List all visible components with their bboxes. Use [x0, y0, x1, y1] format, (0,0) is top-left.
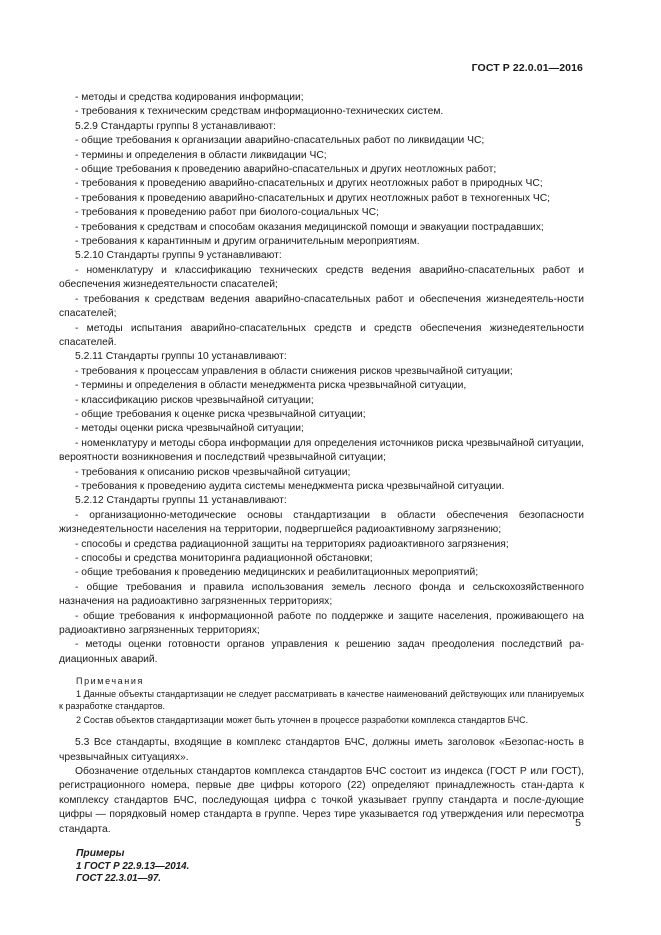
- paragraph: - требования к техническим средствам информационно-технических систем.: [75, 106, 444, 118]
- paragraph: Обозначение отдельных стандартов комплекса стандартов БЧС состоит из индекса (ГОСТ Р или ГОСТ), регистрационного номера, первые две цифры которого (22) определяют принадлежность стан-дарта к комплексу стандартов БЧС, последующая цифра с точкой указывает группу стандарта и после-дующие цифры — порядковый номер стандарта в группе. Через тире указывается год утверждения или пересмотра стандарта.: [59, 766, 584, 835]
- paragraph: - классификацию рисков чрезвычайной ситуации;: [75, 394, 314, 406]
- paragraph: - номенклатуру и классификацию технических средств ведения аварийно-спасательных работ и обеспечения жизнедеятельности спасателей;: [59, 264, 584, 291]
- paragraph: - методы оценки риска чрезвычайной ситуации;: [75, 423, 304, 435]
- paragraph: - номенклатуру и методы сбора информации для определения источников риска чрезвычайной ситуации, вероятности возникновения и последствий чрезвычайной ситуации;: [59, 437, 584, 464]
- paragraph: - требования к описанию рисков чрезвычайной ситуации;: [75, 466, 351, 478]
- paragraph: - общие требования к информационной работе по поддержке и защите населения, проживающего на радиоактивно загрязненных территориях;: [59, 610, 584, 637]
- paragraph: 5.3 Все стандарты, входящие в комплекс стандартов БЧС, должны иметь заголовок «Безопас-ность в чрезвычайных ситуациях».: [59, 737, 584, 763]
- paragraph: - общие требования к проведению медицинских и реабилитационных мероприятий;: [75, 567, 479, 579]
- section-heading: 5.2.10 Стандарты группы 9 устанавливают:: [75, 250, 282, 262]
- notes-title: Примечания: [76, 676, 144, 687]
- paragraph: - требования к проведению аварийно-спасательных и других неотложных работ в техногенных ЧС;: [75, 192, 551, 204]
- examples-title: Примеры: [76, 848, 125, 860]
- section-heading: 5.2.9 Стандарты группы 8 устанавливают:: [75, 120, 277, 132]
- paragraph: - термины и определения в области ликвидации ЧС;: [75, 149, 327, 161]
- example-item: ГОСТ 22.3.01—97.: [76, 873, 162, 885]
- paragraph: - требования к процессам управления в области снижения рисков чрезвычайной ситуации;: [75, 365, 513, 377]
- paragraph: - требования к проведению работ при биолого-социальных ЧС;: [75, 207, 379, 219]
- paragraph: - способы и средства мониторинга радиационной обстановки;: [75, 553, 373, 564]
- paragraph: - методы и средства кодирования информации;: [75, 92, 304, 103]
- spacer: [59, 728, 584, 736]
- paragraph: - общие требования к проведению аварийно-спасательных и других неотложных работ;: [75, 164, 497, 176]
- example-item: 1 ГОСТ Р 22.9.13—2014.: [76, 860, 190, 872]
- paragraph: - методы испытания аварийно-спасательных средств и средств обеспечения жизнедеятельности спасателей.: [59, 322, 584, 348]
- paragraph: - требования к проведению аварийно-спасательных и других неотложных работ в природных ЧС;: [75, 178, 543, 190]
- paragraph: - термины и определения в области менеджмента риска чрезвычайной ситуации,: [75, 380, 467, 392]
- document-header: ГОСТ Р 22.0.01—2016: [471, 62, 583, 74]
- paragraph: - организационно-методические основы стандартизации в области обеспечения безопасности жизнедеятельности населения на территории, подвергшейся радиоактивному загрязнению;: [59, 509, 584, 536]
- document-body: [59, 91, 584, 886]
- paragraph: - общие требования к организации аварийно-спасательных работ по ликвидации ЧС;: [75, 135, 485, 147]
- page-number: 5: [575, 817, 581, 829]
- paragraph: - требования к проведению аудита системы менеджмента риска чрезвычайной ситуации.: [75, 480, 505, 492]
- paragraph: - общие требования к оценке риска чрезвычайной ситуации;: [75, 408, 366, 420]
- paragraph: - требования к средствам и способам оказания медицинской помощи и эвакуации пострадавших;: [75, 221, 544, 233]
- paragraph: - методы оценки готовности органов управления к решению задач преодоления последствий ра-диационных аварий.: [59, 639, 584, 665]
- paragraph: - общие требования и правила использования земель лесного фонда и сельскохозяйственного назначения на радиоактивно загрязненных территориях;: [59, 581, 584, 608]
- paragraph: - требования к карантинным и другим ограничительным мероприятиям.: [75, 236, 420, 248]
- note-item: 1 Данные объекты стандартизации не следует рассматривать в качестве наименований действующих или планируемых к разработке стандартов.: [59, 689, 584, 712]
- section-heading: 5.2.12 Стандарты группы 11 устанавливают:: [75, 495, 287, 507]
- note-item: 2 Состав объектов стандартизации может быть уточнен в процессе разработки комплекса стандартов БЧС.: [76, 715, 529, 726]
- paragraph: - требования к средствам ведения аварийно-спасательных работ и обеспечения жизнедеятель-ности спасателей;: [59, 293, 584, 320]
- paragraph: - способы и средства радиационной защиты на территориях радиоактивного загрязнения;: [75, 538, 509, 550]
- section-heading: 5.2.11 Стандарты группы 10 устанавливают:: [75, 351, 287, 363]
